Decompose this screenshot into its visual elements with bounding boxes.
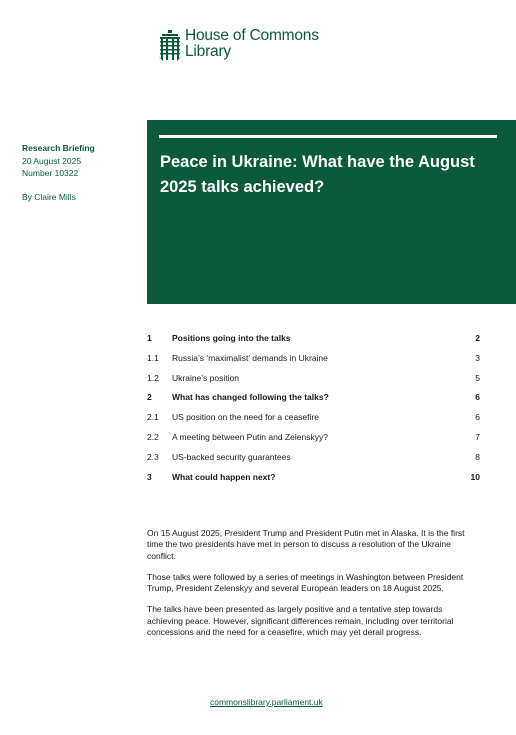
- logo-line-1: House of Commons: [185, 27, 319, 44]
- toc-number: 3: [147, 471, 152, 482]
- toc-number: 1.2: [147, 372, 159, 383]
- briefing-author: By Claire Mills: [22, 191, 76, 202]
- toc-title: A meeting between Putin and Zelenskyy?: [172, 431, 328, 442]
- summary-text: [147, 528, 480, 648]
- toc-title: Russia’s ‘maximalist’ demands in Ukraine: [172, 352, 328, 363]
- toc-entry[interactable]: [147, 392, 480, 404]
- toc-title: Ukraine’s position: [172, 372, 239, 383]
- toc-title: Positions going into the talks: [172, 333, 291, 343]
- toc-entry[interactable]: [147, 472, 480, 484]
- house-of-commons-library-logo: [159, 28, 319, 62]
- toc-title: What could happen next?: [172, 471, 276, 482]
- toc-title: US-backed security guarantees: [172, 451, 291, 462]
- toc-page: 6: [475, 412, 480, 423]
- toc-entry[interactable]: [147, 373, 480, 385]
- toc-number: 1.1: [147, 352, 159, 363]
- toc-number: 2.3: [147, 451, 159, 462]
- logo-line-2: Library: [185, 43, 231, 60]
- toc-page: 7: [475, 431, 480, 442]
- commons-library-website-link[interactable]: commonslibrary.parliament.uk: [210, 697, 323, 707]
- summary-paragraph: On 15 August 2025, President Trump and President Putin met in Alaska. It is the first time the two presidents have met in person to discuss a resolution of the Ukraine conflict.: [147, 528, 465, 561]
- toc-page: 2: [475, 333, 480, 343]
- page-title: Peace in Ukraine: What have the August 2025 talks achieved?: [160, 153, 475, 196]
- toc-number: 2.1: [147, 412, 159, 423]
- briefing-number: Number 10322: [22, 168, 79, 178]
- toc-page: 5: [475, 372, 480, 383]
- toc-entry[interactable]: [147, 432, 480, 444]
- briefing-meta: [22, 142, 95, 203]
- toc-entry[interactable]: [147, 333, 480, 345]
- toc-number: 2.2: [147, 431, 159, 442]
- toc-entry[interactable]: [147, 452, 480, 464]
- toc-number: 1: [147, 333, 152, 343]
- toc-number: 2: [147, 392, 152, 403]
- toc-page: 6: [475, 392, 480, 403]
- toc-entry[interactable]: [147, 412, 480, 424]
- briefing-type: Research Briefing: [22, 143, 95, 153]
- briefing-date: 20 August 2025: [22, 155, 82, 166]
- toc-page: 8: [475, 451, 480, 462]
- title-rule: [159, 135, 497, 138]
- table-of-contents: [147, 333, 480, 491]
- summary-paragraph: Those talks were followed by a series of meetings in Washington between President Trump, President Zelenskyy and several European leaders on 18 August 2025.: [147, 571, 464, 594]
- toc-entry[interactable]: [147, 353, 480, 365]
- toc-title: What has changed following the talks?: [172, 392, 329, 403]
- summary-paragraph: The talks have been presented as largely positive and a tentative step towards achieving peace. However, significant differences remain, including over territorial concessions and the need for a ceasefire, which may yet derail progress.: [147, 604, 454, 638]
- portcullis-icon: [159, 30, 181, 62]
- toc-title: US position on the need for a ceasefire: [172, 412, 319, 423]
- toc-page: 3: [475, 352, 480, 363]
- toc-page: 10: [470, 471, 480, 482]
- title-banner: [147, 120, 516, 304]
